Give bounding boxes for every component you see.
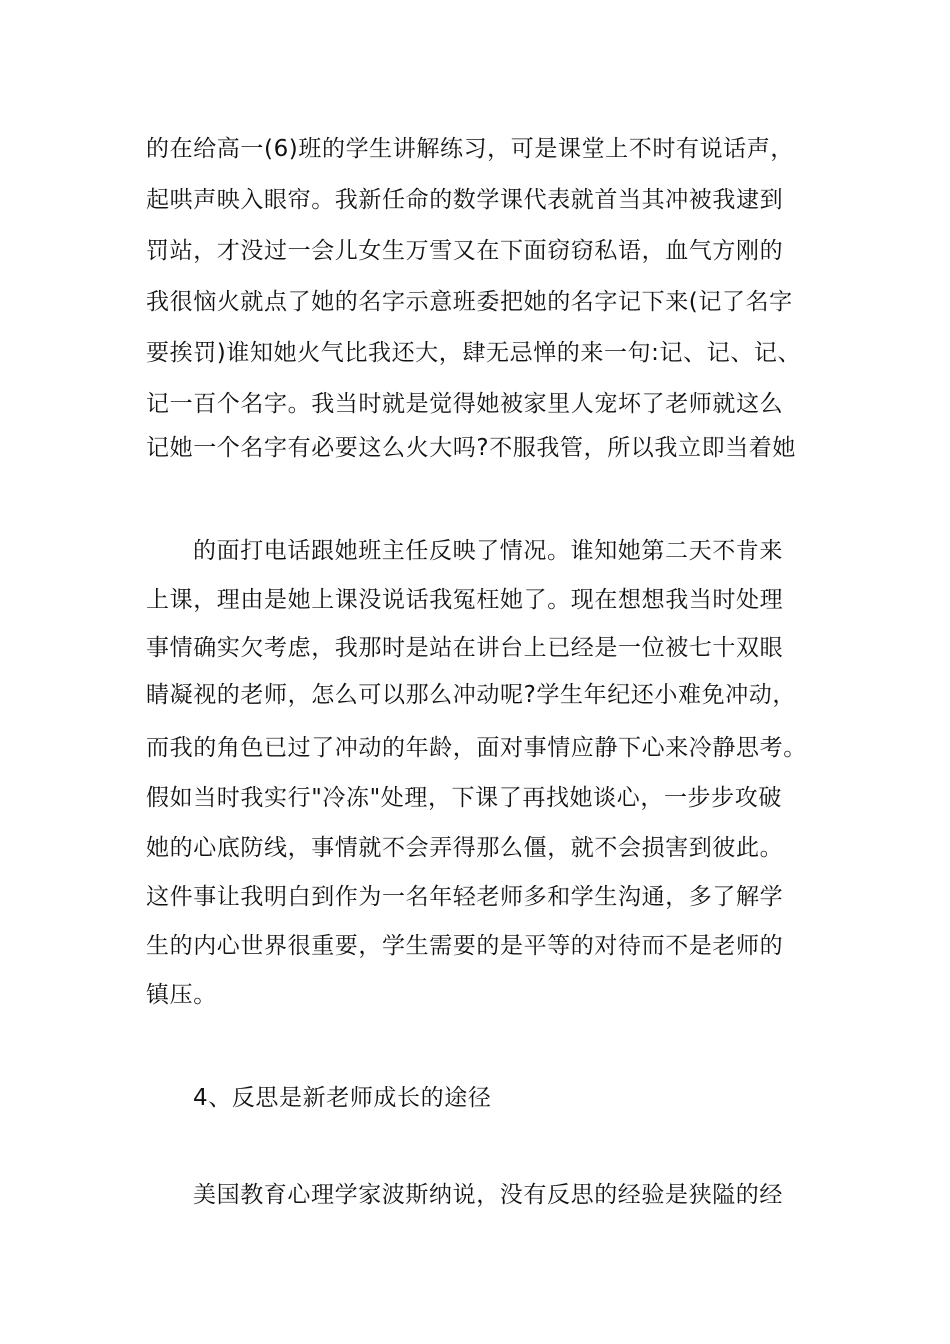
- paragraph-line: 镇压。: [146, 982, 217, 1008]
- paragraph-line: 事情确实欠考虑，我那时是站在讲台上已经是一位被七十双眼: [146, 635, 784, 661]
- paragraph-line: 生的内心世界很重要，学生需要的是平等的对待而不是老师的: [146, 933, 784, 959]
- paragraph-line: 假如当时我实行"冷冻"处理，下课了再找她谈心，一步步攻破: [146, 785, 782, 811]
- paragraph-line: 记她一个名字有必要这么火大吗?不服我管，所以我立即当着她: [146, 435, 797, 461]
- paragraph-line: 而我的角色已过了冲动的年龄，面对事情应静下心来冷静思考。: [146, 735, 807, 761]
- paragraph-line: 记一百个名字。我当时就是觉得她被家里人宠坏了老师就这么: [146, 391, 784, 417]
- paragraph-line: 这件事让我明白到作为一名年轻老师多和学生沟通，多了解学: [146, 884, 784, 910]
- paragraph-line: 的在给高一(6)班的学生讲解练习，可是课堂上不时有说话声，: [146, 136, 794, 162]
- paragraph-line: 睛凝视的老师，怎么可以那么冲动呢?学生年纪还小难免冲动，: [146, 682, 797, 708]
- section-heading: 4、反思是新老师成长的途径: [193, 1085, 492, 1111]
- paragraph-line: 的面打电话跟她班主任反映了情况。谁知她第二天不肯来: [193, 538, 783, 564]
- paragraph-line: 她的心底防线，事情就不会弄得那么僵，就不会损害到彼此。: [146, 835, 784, 861]
- paragraph-line: 罚站，才没过一会儿女生万雪又在下面窃窃私语，血气方刚的: [146, 238, 784, 264]
- paragraph-line: 起哄声映入眼帘。我新任命的数学课代表就首当其冲被我逮到: [146, 187, 784, 213]
- paragraph-line: 要挨罚)谁知她火气比我还大，肆无忌惮的来一句:记、记、记、: [146, 340, 802, 366]
- paragraph-line: 上课，理由是她上课没说话我冤枉她了。现在想想我当时处理: [146, 587, 784, 613]
- paragraph-line: 美国教育心理学家波斯纳说，没有反思的经验是狭隘的经: [193, 1182, 783, 1208]
- paragraph-line: 我很恼火就点了她的名字示意班委把她的名字记下来(记了名字: [146, 289, 793, 315]
